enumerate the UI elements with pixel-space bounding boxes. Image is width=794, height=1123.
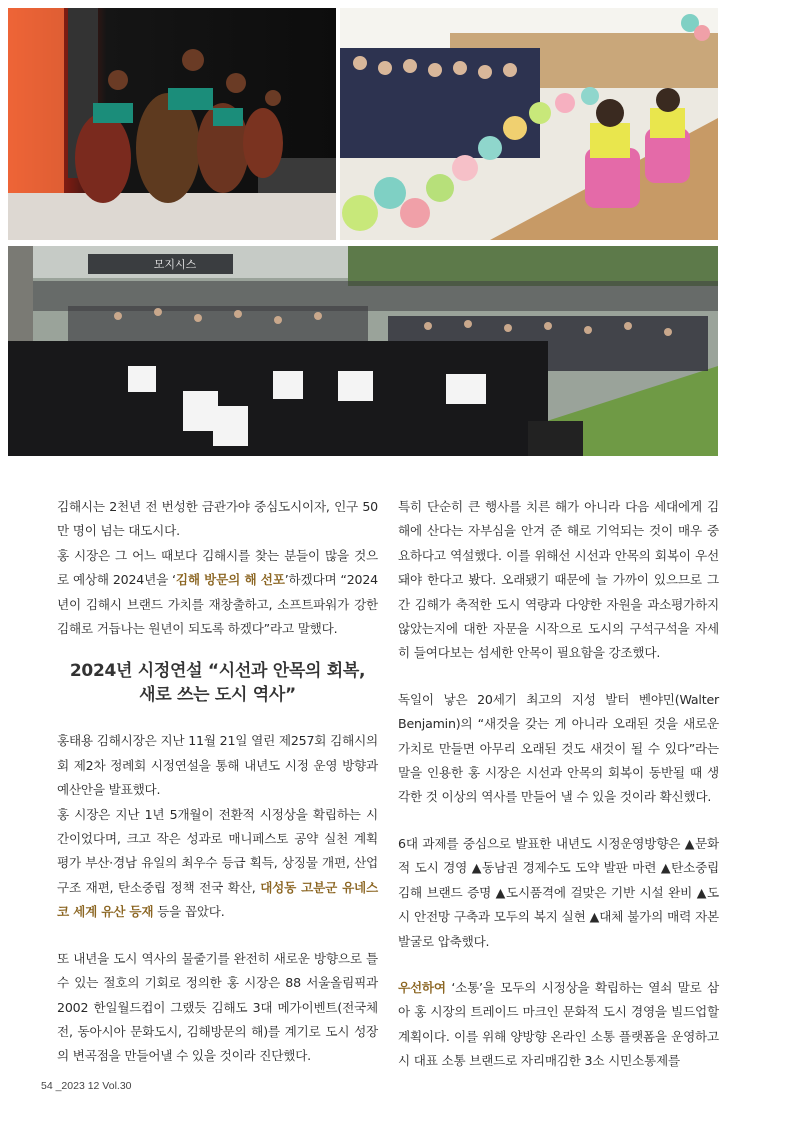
left-paragraph-4 xyxy=(57,803,378,925)
left-paragraph-4-text-a: 홍 시장은 지난 1년 5개월이 전환적 시정상을 확립하는 시간이었다며, 크고 작은 성과로 매니페스토 공약 실천 계획 평가 부산·경남 유일의 최우수 등급 획득, 상징물 개편, 산업구조 재편, 탄소중립 정책 전국 확산, xyxy=(57,806,378,895)
right-paragraph-4-text: ‘소통’을 모두의 시정상을 확립하는 열쇠 말로 삼아 홍 시장의 트레이드 마크인 문화적 도시 경영을 빌드업할 계획이다. 이를 위해 양방향 온라인 소통 플랫폼을 운영하고 시 대표 소통 브랜드로 자리매김한 3소 시민소통제를 xyxy=(398,979,719,1069)
page-footer: 54 _2023 12 Vol.30 xyxy=(41,1080,132,1092)
visit-year-highlight: 김해 방문의 해 선포 xyxy=(175,572,285,588)
right-paragraph-2: 독일이 낳은 20세기 최고의 지성 발터 벤야민(Walter Benjamin)의 “새것을 갖는 게 아니라 오래된 것을 새로운 가치로 만들면 아무리 오래된 것도 새것이 될 수 있다”라는 말을 인용한 홍 시장은 시선과 안목의 회복이 동반될 때 생각한 것 이상의 역사를 만들어 낼 수 있을 것이라 확신했다. xyxy=(398,691,719,805)
left-paragraph-5: 또 내년을 도시 역사의 물줄기를 완전히 새로운 방향으로 틀 수 있는 절호의 기회로 정의한 홍 시장은 88 서울올림픽과 2002 한일월드컵이 그랬듯 김해도 3대 메가이벤트(전국체전, 동아시아 문화도시, 김해방문의 해)를 계기로 도시 성장의 변곡점을 만들어낼 수 있을 것이라 진단했다. xyxy=(57,950,378,1064)
left-paragraph-2 xyxy=(57,544,378,642)
right-paragraph-4 xyxy=(398,976,719,1074)
dance-photo xyxy=(8,8,336,240)
left-paragraph-1: 김해시는 2천년 전 번성한 금관가야 중심도시이자, 인구 50만 명이 넘는 대도시다. xyxy=(57,499,378,539)
left-column xyxy=(57,495,378,1069)
left-paragraph-2-text-b: ’하겠다며 “2024년이 김해시 브랜드 가치를 재창출하고, 소프트파워가 강한 김해로 거듭나는 원년이 되도록 하겠다”라고 말했다. xyxy=(57,572,378,637)
children-photo xyxy=(340,8,718,240)
right-paragraph-1: 특히 단순히 큰 행사를 치른 해가 아니라 다음 세대에게 김해에 산다는 자부심을 안겨 준 해로 기억되는 것이 매우 중요하다고 역설했다. 이를 위해선 시선과 안목의 회복이 우선돼야 한다고 봤다. 오래됐기 때문에 늘 가까이 있으므로 그간 김해가 축적한 도시 역량과 다양한 자원을 과소평가하지 않았는지에 대한 자문을 시작으로 도시의 구석구석을 자세히 들여다보는 섬세한 안목이 필요함을 강조했다. xyxy=(398,499,719,661)
left-paragraph-4-text-b: 등을 꼽았다. xyxy=(153,904,225,920)
right-paragraph-3: 6대 과제를 중심으로 발표한 내년도 시정운영방향은 ▲문화적 도시 경영 ▲동남권 경제수도 도약 발판 마련 ▲탄소중립 김해 브랜드 증명 ▲도시품격에 걸맞은 기반 시설 완비 ▲도시 안전망 구축과 모두의 복지 실현 ▲대체 불가의 매력 자본 발굴로 압축했다. xyxy=(398,835,719,949)
building-sign-text: 모지시스 xyxy=(153,258,197,271)
left-paragraph-2-text-a: 홍 시장은 그 어느 때보다 김해시를 찾는 분들이 많을 것으로 예상해 2024년을 ‘ xyxy=(57,547,378,588)
priority-highlight: 우선하여 xyxy=(398,979,446,995)
concert-photo xyxy=(8,246,718,456)
section-heading-line-1: 2024년 시정연설 “시선과 안목의 회복, xyxy=(69,661,366,682)
right-column xyxy=(398,495,719,1074)
left-paragraph-3: 홍태용 김해시장은 지난 11월 21일 열린 제257회 김해시의회 제2차 정례회 시정연설을 통해 내년도 시정 운영 방향과 예산안을 발표했다. xyxy=(57,733,378,798)
section-heading xyxy=(57,659,378,707)
section-heading-line-2: 새로 쓰는 도시 역사” xyxy=(139,685,296,706)
unesco-highlight: 대성동 고분군 유네스코 세계 유산 등재 xyxy=(57,879,378,920)
